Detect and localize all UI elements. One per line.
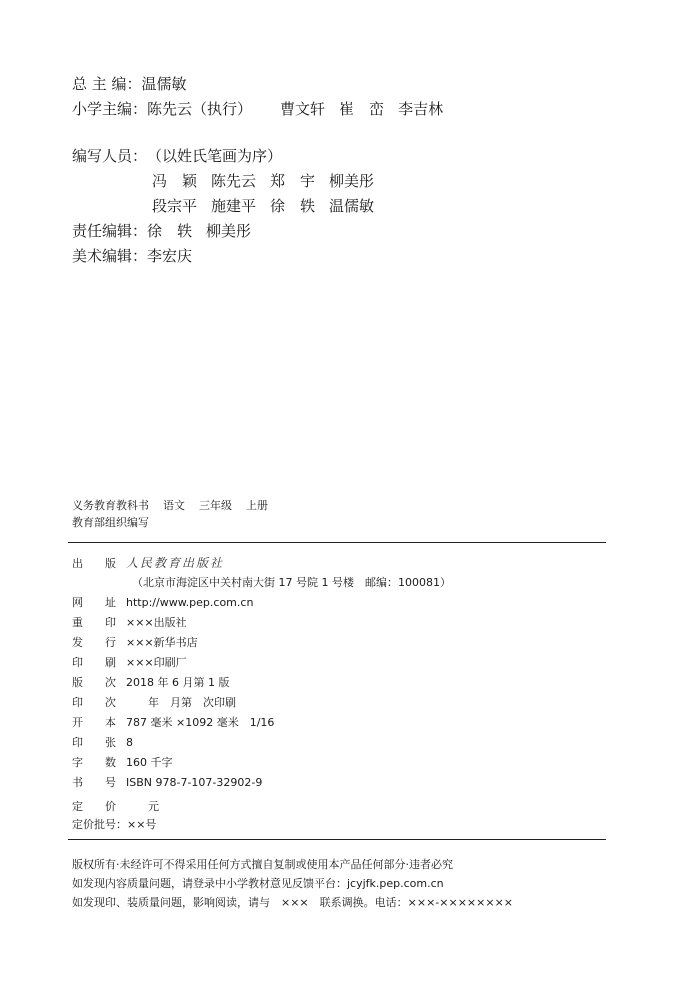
book-volume: 上册 [246,499,268,512]
divider-bottom [68,839,606,840]
info-row [72,633,602,653]
format-value: 787 毫米 ×1092 毫米 1/16 [126,716,275,729]
book-title-line [72,497,282,514]
print-value: ×××印刷厂 [126,656,187,669]
impression-label: 印 次 [72,696,116,709]
writer-name: 冯 颖 [152,172,198,190]
book-grade: 三年级 [199,499,232,512]
website-label: 网 址 [72,596,116,609]
info-row [72,797,602,817]
notice-line: 如发现内容质量问题，请登录中小学教材意见反馈平台：jcyjfk.pep.com.cn [72,877,444,890]
primary-editor-row [72,97,457,122]
primary-editor-name: 李吉林 [398,100,444,118]
writers-note: （以姓氏笔画为序） [147,147,283,165]
primary-editor-name: 曹文轩 [280,100,326,118]
writer-name: 施建平 [211,197,257,215]
copyright-notice [72,855,513,912]
book-org: 教育部组织编写 [72,516,149,529]
sheets-value: 8 [126,736,133,749]
writer-name: 郑 宇 [270,172,316,190]
info-row [72,693,602,713]
art-editor-name: 李宏庆 [147,247,193,265]
words-value: 160 千字 [126,756,173,769]
info-row [72,753,602,773]
writer-name: 徐 轶 [270,197,316,215]
writers-label: 编写人员： [72,147,148,165]
info-row [72,733,602,753]
distribute-value: ×××新华书店 [126,636,198,649]
notice-line: 如发现印、装质量问题，影响阅读，请与 ××× 联系调换。电话：×××-×××××××× [72,896,514,909]
responsible-editor-name: 徐 轶 [147,222,193,240]
info-row [72,553,602,573]
print-label: 印 刷 [72,656,116,669]
responsible-editor-label: 责任编辑： [72,222,148,240]
notice-line: 版权所有·未经许可不得采用任何方式擅自复制或使用本产品任何部分·违者必究 [72,858,453,871]
format-label: 开 本 [72,716,116,729]
primary-editor-label: 小学主编： [72,100,148,118]
price-label: 定 价 [72,800,116,813]
info-row [72,773,602,793]
writers-names-row [72,194,457,219]
writer-name: 柳美彤 [329,172,375,190]
writers-row [72,144,457,169]
info-row [72,713,602,733]
publication-info [72,553,602,833]
book-subject: 语文 [163,499,185,512]
publisher-address: （北京市海淀区中关村南大街 17 号院 1 号楼 邮编：100081） [132,576,451,589]
words-label: 字 数 [72,756,116,769]
art-editor-row [72,244,457,269]
book-info [72,497,282,531]
price-value: 元 [126,800,159,813]
website-link[interactable]: http://www.pep.com.cn [126,596,254,609]
responsible-editor-name: 柳美彤 [206,222,252,240]
chief-editor-row [72,72,457,97]
isbn-value: ISBN 978-7-107-32902-9 [126,776,263,789]
publisher-label: 出 版 [72,557,116,570]
writer-name: 段宗平 [152,197,198,215]
writers-names-row [72,169,457,194]
price-approval: 定价批号：××号 [72,818,157,831]
edition-label: 版 次 [72,676,116,689]
divider-top [68,542,606,543]
info-row [72,613,602,633]
book-series: 义务教育教科书 [72,499,149,512]
chief-editor-name: 温儒敏 [141,75,187,93]
credits-block [72,72,457,269]
distribute-label: 发 行 [72,636,116,649]
primary-editor-name: 崔 峦 [339,100,385,118]
info-row [72,673,602,693]
chief-editor-label: 总 主 编： [72,75,142,93]
writer-name: 温儒敏 [329,197,375,215]
edition-value: 2018 年 6 月第 1 版 [126,676,230,689]
primary-editor-name: 陈先云（执行） [147,100,253,118]
isbn-label: 书 号 [72,776,116,789]
publisher-logo: 人民教育出版社 [126,556,225,570]
reprint-label: 重 印 [72,616,116,629]
info-row [72,593,602,613]
sheets-label: 印 张 [72,736,116,749]
writer-name: 陈先云 [211,172,257,190]
art-editor-label: 美术编辑： [72,247,148,265]
responsible-editor-row [72,219,457,244]
info-row [72,653,602,673]
impression-value: 年 月第 次印刷 [126,696,236,709]
reprint-value: ×××出版社 [126,616,187,629]
